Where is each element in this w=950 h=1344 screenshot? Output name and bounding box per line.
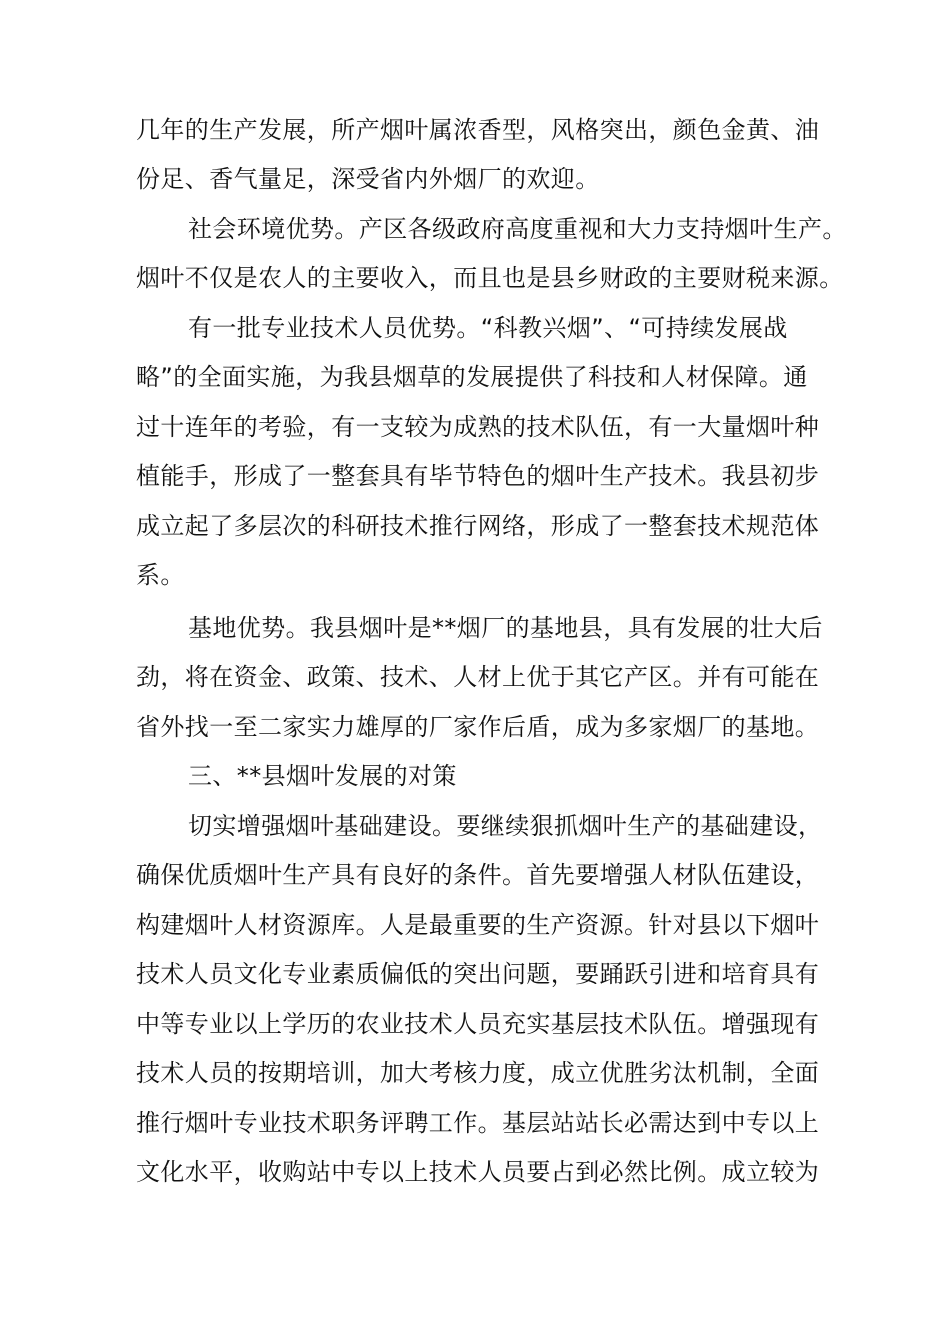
text-line: 构建烟叶人材资源库。人是最重要的生产资源。针对县以下烟叶 <box>136 911 820 939</box>
text-line: 份足、香气量足，深受省内外烟厂的欢迎。 <box>136 165 600 193</box>
text-line: 推行烟叶专业技术职务评聘工作。基层站站长必需达到中专以上 <box>136 1109 820 1137</box>
text-line: 略”的全面实施，为我县烟草的发展提供了科技和人材保障。通 <box>136 363 808 391</box>
text-line: 过十连年的考验，有一支较为成熟的技术队伍，有一大量烟叶种 <box>136 413 820 441</box>
text-line: 系。 <box>136 561 185 589</box>
text-line: 烟叶不仅是农人的主要收入，而且也是县乡财政的主要财税来源。 <box>136 264 844 292</box>
text-line: 确保优质烟叶生产具有良好的条件。首先要增强人材队伍建设， <box>136 861 820 889</box>
text-line: 文化水平，收购站中专以上技术人员要占到必然比例。成立较为 <box>136 1158 820 1186</box>
section-heading: 三、**县烟叶发展的对策 <box>188 762 457 790</box>
text-line: 几年的生产发展，所产烟叶属浓香型，风格突出，颜色金黄、油 <box>136 116 820 144</box>
paragraph-start: 社会环境优势。产区各级政府高度重视和大力支持烟叶生产。 <box>188 215 847 243</box>
text-line: 植能手，形成了一整套具有毕节特色的烟叶生产技术。我县初步 <box>136 462 820 490</box>
text-line: 技术人员的按期培训，加大考核力度，成立优胜劣汰机制，全面 <box>136 1059 820 1087</box>
paragraph-start: 基地优势。我县烟叶是**烟厂的基地县，具有发展的壮大后 <box>188 614 823 642</box>
text-line: 成立起了多层次的科研技术推行网络，形成了一整套技术规范体 <box>136 512 820 540</box>
paragraph-start: 切实增强烟叶基础建设。要继续狠抓烟叶生产的基础建设， <box>188 812 823 840</box>
paragraph-start: 有一批专业技术人员优势。“科教兴烟”、“可持续发展战 <box>188 314 788 342</box>
text-line: 省外找一至二家实力雄厚的厂家作后盾，成为多家烟厂的基地。 <box>136 713 820 741</box>
text-line: 技术人员文化专业素质偏低的突出问题，要踊跃引进和培育具有 <box>136 960 820 988</box>
text-line: 中等专业以上学历的农业技术人员充实基层技术队伍。增强现有 <box>136 1010 820 1038</box>
text-line: 劲，将在资金、政策、技术、人材上优于其它产区。并有可能在 <box>136 663 820 691</box>
